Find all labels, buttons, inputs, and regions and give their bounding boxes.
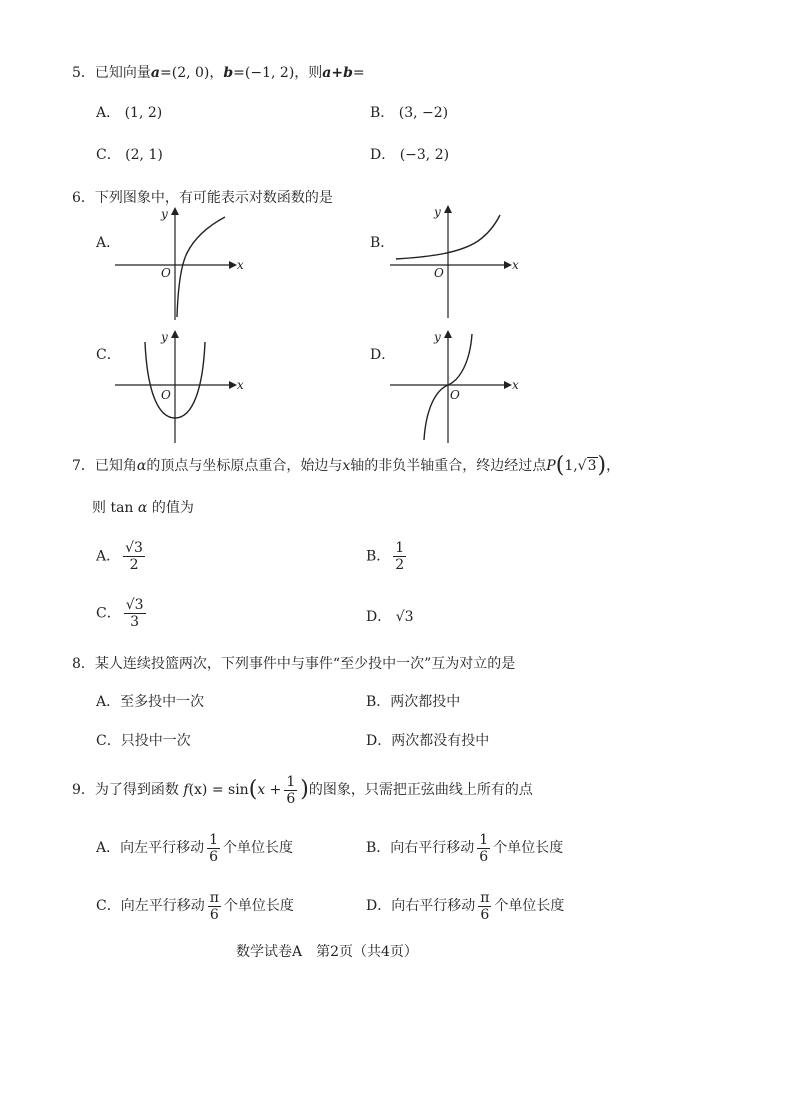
q8-option-a: A．至多投中一次	[96, 694, 205, 710]
q6-graph-d	[390, 328, 520, 443]
q7-option-a: A． $\frac{√3}{2}$	[96, 540, 143, 573]
svg-text:O: O	[161, 388, 171, 402]
q9-stem: 9．为了得到函数 f(x) = sin(x + $\frac{1}{6}$ )的图象，只需把正弦曲线上所有的点	[72, 773, 533, 807]
q6-graph-c	[115, 328, 245, 443]
q5-option-a: A． (1, 2)	[96, 105, 163, 121]
svg-text:y: y	[434, 205, 441, 219]
svg-text:y: y	[161, 330, 168, 344]
svg-text:x: x	[237, 378, 244, 392]
q9-option-a: A．向左平行移动 $\frac{1}{6}$ 个单位长度	[96, 831, 294, 865]
q8-stem: 8．某人连续投篮两次，下列事件中与事件“至少投中一次”互为对立的是	[72, 656, 516, 672]
svg-text:O: O	[434, 266, 444, 280]
q6-graph-b	[390, 203, 520, 318]
q9-option-b: B．向右平行移动 $\frac{1}{6}$ 个单位长度	[366, 831, 564, 865]
svg-text:y: y	[161, 207, 168, 221]
q6-option-c-label: C．	[96, 347, 121, 363]
q5-option-b: B． (3, −2)	[370, 105, 449, 121]
q9-option-c: C．向左平行移动 $\frac{\pi}{6}$ 个单位长度	[96, 889, 294, 923]
q6-option-a-label: A．	[96, 235, 121, 251]
q5-option-c: C． (2, 1)	[96, 147, 163, 163]
q7-stem: 7．已知角α的顶点与坐标原点重合，始边与x轴的非负半轴重合，终边经过点P(1,√3)，	[72, 453, 621, 478]
q6-option-b-label: B．	[370, 235, 395, 251]
svg-text:x: x	[237, 258, 244, 272]
q6-stem: 6．下列图象中，有可能表示对数函数的是	[72, 190, 333, 206]
q7-line2: 则 tan α 的值为	[92, 500, 194, 516]
svg-text:x: x	[512, 258, 519, 272]
q6-option-d-label: D．	[370, 347, 396, 363]
q7-option-c: C． $\frac{√3}{3}$	[96, 597, 144, 630]
q9-option-d: D．向右平行移动 $\frac{\pi}{6}$ 个单位长度	[366, 889, 565, 923]
page-footer: 数学试卷A 第2页（共4页）	[236, 944, 418, 960]
q5-option-d: D． (−3, 2)	[370, 147, 450, 163]
svg-text:O: O	[450, 388, 460, 402]
svg-text:O: O	[161, 266, 171, 280]
q7-option-b: B． $\frac{1}{2}$	[366, 540, 405, 573]
svg-text:y: y	[434, 330, 441, 344]
q7-option-d: D． √3	[366, 609, 414, 625]
q8-option-b: B．两次都投中	[366, 694, 461, 710]
q8-option-d: D．两次都没有投中	[366, 733, 490, 749]
q8-option-c: C．只投中一次	[96, 733, 191, 749]
q5-stem: 5．已知向量a=(2, 0)，b=(−1, 2)，则a+b=	[72, 65, 365, 81]
q6-graph-a	[115, 205, 245, 320]
svg-text:x: x	[512, 378, 519, 392]
